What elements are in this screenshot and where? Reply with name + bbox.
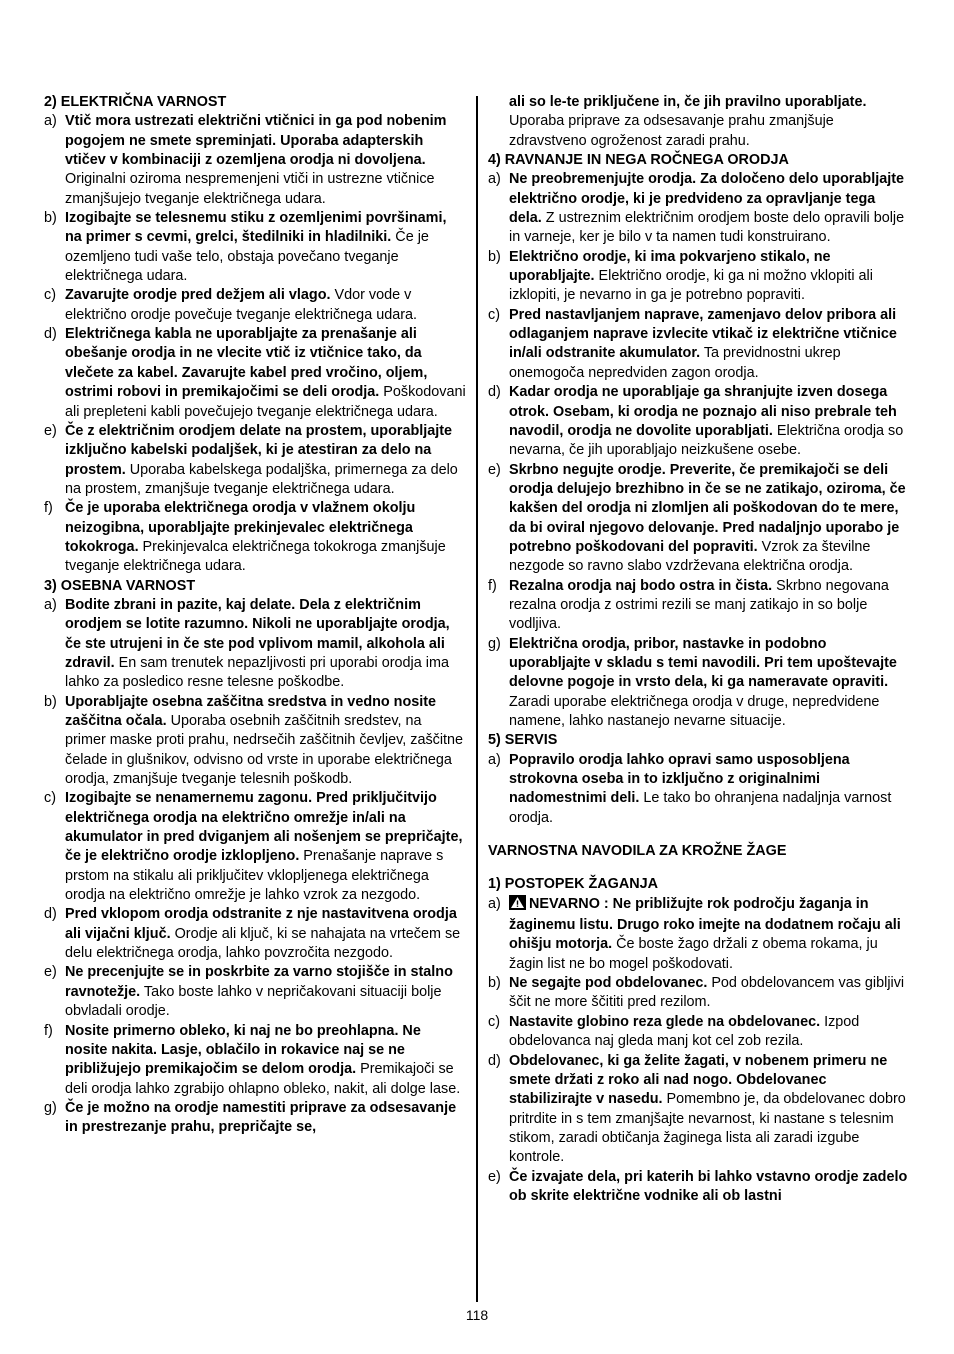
item-normal-text: Skrbno negovana rezalna orodja z ostrimi rezili se manj zatikajo in so bolje vodljiva. <box>509 577 889 633</box>
item-text <box>65 1099 466 1138</box>
item-text <box>65 422 466 499</box>
list-item <box>44 422 466 499</box>
item-text <box>65 209 466 286</box>
item-text <box>65 905 466 963</box>
item-normal-text: Pod obdelovancem vas gibljivi ščit ne more ščititi pred rezilom. <box>509 975 905 1011</box>
spacer <box>488 861 910 875</box>
list-item <box>44 1022 466 1099</box>
section-heading: 4) RAVNANJE IN NEGA ROČNEGA ORODJA <box>488 152 789 169</box>
item-label: g) <box>488 635 501 652</box>
item-text <box>509 248 910 306</box>
item-text <box>65 1022 466 1099</box>
list-item <box>488 170 910 247</box>
item-label: a) <box>44 596 57 613</box>
item-label: b) <box>488 975 501 992</box>
item-label: e) <box>488 461 501 478</box>
item-bold-text: Električnega kabla ne uporabljajte za prenašanje ali obešanje orodja in ne vlecite vtič iz vtičnice tako, da vlečete za kabel. Zavarujte kabel pred vročino, oljem, ostrimi robovi in premikajočimi se deli orodja. <box>65 326 428 401</box>
list-item <box>44 325 466 422</box>
list-item <box>488 1052 910 1168</box>
item-bold-text: Pred nastavljanjem naprave, zamenjavo delov pribora ali odlaganjem naprave izvlecite vtikač iz električne vtičnice in/ali odstranite akumulator. <box>509 306 897 362</box>
item-bold-text: Električno orodje, ki ima pokvarjeno stikalo, ne uporabljajte. <box>509 248 831 285</box>
item-text <box>509 895 910 974</box>
item-normal-text: Ta previdnostni ukrep onemogoča nepredviden zagon orodja. <box>509 345 841 381</box>
item-bold-text: Popravilo orodja lahko opravi samo usposobljena strokovna oseba in to izključno z originalnimi nadomestnimi deli. <box>509 751 850 807</box>
item-bold-text: Bodite zbrani in pazite, kaj delate. Dela z električnim orodjem se lotite razumno. Nikoli ne uporabljajte orodja, če ste utrujeni in če ste pod vplivom mamil, alkohola ali zdravil. <box>65 596 450 671</box>
item-text <box>509 751 910 828</box>
item-bold-text: Ne precenjujte se in poskrbite za varno stojišče in stalno ravnotežje. <box>65 964 453 1000</box>
list-item <box>44 693 466 790</box>
item-normal-text: Tako boste lahko v nepričakovani situaciji bolje obvladali orodje. <box>65 983 442 1020</box>
item-bold-text: Če z električnim orodjem delate na prostem, uporabljajte izključno kabelski podaljšek, ki je atestiran za delo na prostem. <box>65 422 453 478</box>
page-number: 118 <box>465 1307 489 1323</box>
list-item <box>488 461 910 577</box>
item-normal-text: Prenašanje naprave s prstom na stikalu ali priključitev vklopljenega električnega orodja na električno omrežje je lahko vzrok za nezgodo. <box>65 848 444 904</box>
item-label <box>488 93 509 151</box>
item-text <box>65 112 466 209</box>
item-label: d) <box>44 906 57 923</box>
item-text <box>509 306 910 383</box>
right-column <box>488 93 910 1206</box>
list-item <box>488 306 910 383</box>
item-normal-text: Če boste žago držali z obema rokama, ju žagin list ne bo mogel poškodovati. <box>509 936 878 972</box>
list-item <box>488 895 910 974</box>
list-item <box>44 1099 466 1138</box>
item-bold-text: Nosite primerno obleko, ki naj ne bo preohlapna. Ne nosite nakita. Lasje, oblačilo in rokavice naj se ne približujejo premikajočim se delom orodja. <box>65 1022 421 1078</box>
item-label: a) <box>488 171 501 188</box>
item-text <box>509 93 910 151</box>
warning-triangle-icon <box>509 895 526 916</box>
item-label: d) <box>488 1052 501 1069</box>
item-label: c) <box>488 1013 500 1030</box>
item-normal-text: Poškodovani ali prepleteni kabli povečujejo tveganje električnega udara. <box>65 384 466 420</box>
list-item <box>44 789 466 905</box>
item-text <box>509 170 910 247</box>
item-bold-text: Uporabljajte osebna zaščitna sredstva in vedno nosite zaščitna očala. <box>65 693 437 729</box>
section-heading: 3) OSEBNA VARNOST <box>44 577 196 594</box>
list-item <box>488 383 910 460</box>
section-heading: 1) POSTOPEK ŽAGANJA <box>488 876 659 893</box>
section-heading: VARNOSTNA NAVODILA ZA KROŽNE ŽAGE <box>488 843 787 860</box>
item-normal-text: Vdor vode v električno orodje povečuje tveganje električnega udara. <box>65 287 417 323</box>
item-bold-text: Izogibajte se telesnemu stiku z ozemljenimi površinami, na primer s cevmi, grelci, štedilniki in hladilniki. <box>65 210 447 246</box>
item-label: c) <box>44 790 56 807</box>
item-bold-text: Obdelovanec, ki ga želite žagati, v nobenem primeru ne smete držati z roko ali nad nogo. Obdelovanec stabilizirajte v nasedu. <box>509 1052 888 1108</box>
item-label: b) <box>488 248 501 265</box>
section-heading: 2) ELEKTRIČNA VARNOST <box>44 94 227 110</box>
item-label: a) <box>488 895 501 912</box>
item-label: c) <box>488 306 500 323</box>
item-text <box>65 325 466 422</box>
item-bold-text: Če je uporaba električnega orodja v vlažnem okolju neizogibna, uporabljajte prekinjevalec električnega tokokroga. <box>65 500 416 555</box>
item-label: a) <box>44 113 57 130</box>
spacer <box>488 828 910 842</box>
list-item <box>488 974 910 1013</box>
list-item <box>488 1013 910 1052</box>
item-normal-text: Električno orodje, ki ga ni možno vklopiti ali izklopiti, je nevarno in ga je potrebno popraviti. <box>509 268 873 304</box>
item-text <box>65 499 466 576</box>
list-item <box>44 499 466 576</box>
item-text <box>65 789 466 905</box>
item-text <box>509 461 910 577</box>
item-bold-text: NEVARNO : Ne približujte rok področju žaganja in žaginemu listu. Drugo roko imejte na dodatnem ročaju ali ohišju motorja. <box>509 895 901 953</box>
item-label: d) <box>488 384 501 401</box>
item-normal-text: Uporaba priprave za odsesavanje prahu zmanjšuje zdravstveno ogroženost zaradi prahu. <box>509 113 834 149</box>
list-item <box>488 635 910 732</box>
item-bold-text: Če izvajate dela, pri katerih bi lahko vstavno orodje zadelo ob skrite električne vodnike ali ob lastni <box>509 1168 908 1204</box>
item-bold-text: Ne preobremenjujte orodja. Za določeno delo uporabljajte električno orodje, ki je predvideno za opravljanje tega dela. <box>509 171 904 227</box>
item-text <box>65 286 466 325</box>
item-bold-text: Izogibajte se nenamernemu zagonu. Pred priključitvijo električnega orodja na električno omrežje in/ali na akumulator in pred dviganjem ali nošenjem se prepričajte, če je električno orodje izklopljeno. <box>65 790 463 865</box>
list-item <box>44 905 466 963</box>
item-label: a) <box>488 751 501 768</box>
item-normal-text: Originalni oziroma nespremenjeni vtiči in ustrezne vtičnice zmanjšujejo tveganje električnega udara. <box>65 171 435 207</box>
item-bold-text: ali so le-te priključene in, če jih pravilno uporabljate. <box>509 94 867 110</box>
item-bold-text: Električna orodja, pribor, nastavke in podobno uporabljajte v skladu s temi navodili. Pri tem upoštevajte delovne pogoje in vrsto dela, ki ga nameravate opraviti. <box>509 635 897 691</box>
list-item <box>488 1168 910 1207</box>
item-normal-text: Zaradi uporabe električnega orodja v druge, nepredvidene namene, lahko nastanejo nevarne situacije. <box>509 693 880 729</box>
item-label: f) <box>44 1022 53 1039</box>
item-text <box>509 383 910 460</box>
item-label: e) <box>44 964 57 981</box>
item-label: c) <box>44 287 56 304</box>
item-normal-text: Premikajoči se deli orodja lahko zgrabijo ohlapno obleko, nakit, ali dolge lase. <box>65 1061 461 1097</box>
item-normal-text: Prekinjevalca električnega tokokroga zmanjšuje tveganje električnega udara. <box>65 538 446 575</box>
item-normal-text: Izpod obdelovanca naj gleda manj kot cel zob rezila. <box>509 1013 860 1050</box>
left-column <box>44 93 466 1138</box>
item-normal-text: Z ustreznim električnim orodjem boste delo opravili bolje in varneje, ker je bilo v ta namen tudi konstruirano. <box>509 210 905 246</box>
item-bold-text: Skrbno negujte orodje. Preverite, če premikajoči se deli orodja delujejo brezhibno in če se ne zatikajo, oziroma, če kakšen del orodja ni zlomljen ali poškodovan do te mere, da bi oviral njegovo delovanje. Pred nadaljnjo uporabo je potrebno poškodovani del popraviti. <box>509 461 906 555</box>
column-divider <box>476 96 478 1302</box>
item-normal-text: Pomembno je, da obdelovanec dobro pritrdite in s tem zmanjšajte nevarnost, ki nastane s telesnim stikom, zaradi obtičanja žaginega lista ali zaradi izgube kontrole. <box>509 1091 906 1166</box>
item-bold-text: Ne segajte pod obdelovanec. <box>509 975 708 992</box>
item-label: e) <box>44 422 57 439</box>
list-item <box>44 963 466 1021</box>
item-text <box>509 577 910 635</box>
item-normal-text: Uporaba kabelskega podaljška, primernega za delo na prostem, zmanjšuje tveganje električnega udara. <box>65 461 458 497</box>
item-text <box>509 1168 910 1207</box>
item-bold-text: Nastavite globino reza glede na obdelovanec. <box>509 1013 821 1030</box>
item-text <box>509 1052 910 1168</box>
list-item <box>488 248 910 306</box>
item-label: e) <box>488 1168 501 1185</box>
item-text <box>65 596 466 693</box>
list-item <box>488 577 910 635</box>
item-label: g) <box>44 1099 57 1116</box>
list-item <box>44 286 466 325</box>
list-item <box>44 209 466 286</box>
item-normal-text: Če je ozemljeno tudi vaše telo, obstaja povečano tveganje električnega udara. <box>65 229 429 285</box>
item-bold-text: Zavarujte orodje pred dežjem ali vlago. <box>65 287 331 304</box>
item-bold-text: Pred vklopom orodja odstranite z nje nastavitvena orodja ali vijačni ključ. <box>65 906 457 942</box>
item-label: b) <box>44 693 57 710</box>
item-normal-text: Uporaba osebnih zaščitnih sredstev, na primer maske proti prahu, nedrsečih zaščitnih čevljev, zaščitne čelade in glušnikov, odvisno od vrste in uporabe električnega orodja, zmanjšuje tveganje telesnih poškodb. <box>65 713 464 788</box>
item-text <box>509 974 910 1013</box>
list-item <box>44 112 466 209</box>
section-heading: 5) SERVIS <box>488 732 558 749</box>
item-normal-text: Vzrok za številne nezgode so ravno slabo vzdrževana električna orodja. <box>509 538 871 575</box>
item-normal-text: Le tako bo ohranjena nadaljnja varnost orodja. <box>509 790 892 826</box>
item-normal-text: En sam trenutek nepazljivosti pri uporabi orodja ima lahko za posledico resne telesne poškodbe. <box>65 654 449 691</box>
item-label: b) <box>44 210 57 227</box>
list-item <box>488 751 910 828</box>
item-text <box>65 693 466 790</box>
list-item <box>44 596 466 693</box>
item-bold-text: Vtič mora ustrezati električni vtičnici in ga pod nobenim pogojem ne smete spreminjati. Uporaba adapterskih vtičev v kombinaciji z ozemljena orodja ni dovoljena. <box>65 113 447 169</box>
list-item <box>488 93 910 151</box>
item-normal-text: Električna orodja so nevarna, če jih uporabljajo neizkušene osebe. <box>509 422 904 459</box>
item-label: d) <box>44 326 57 343</box>
item-bold-text: Rezalna orodja naj bodo ostra in čista. <box>509 577 773 594</box>
item-label: f) <box>488 577 497 594</box>
item-normal-text: Orodje ali ključ, ki se nahajata na vrtečem se delu električnega orodja, lahko povzročita nezgodo. <box>65 925 461 962</box>
item-text <box>509 1013 910 1052</box>
item-text <box>65 963 466 1021</box>
item-bold-text: Če je možno na orodje namestiti priprave za odsesavanje in prestrezanje prahu, prepričajte se, <box>65 1099 457 1136</box>
item-bold-text: Kadar orodja ne uporabljaje ga shranjujte izven dosega otrok. Osebam, ki orodja ne poznajo ali niso prebrale teh navodil, orodja ne dovolite uporabljati. <box>509 384 897 439</box>
item-text <box>509 635 910 732</box>
item-label: f) <box>44 500 53 517</box>
